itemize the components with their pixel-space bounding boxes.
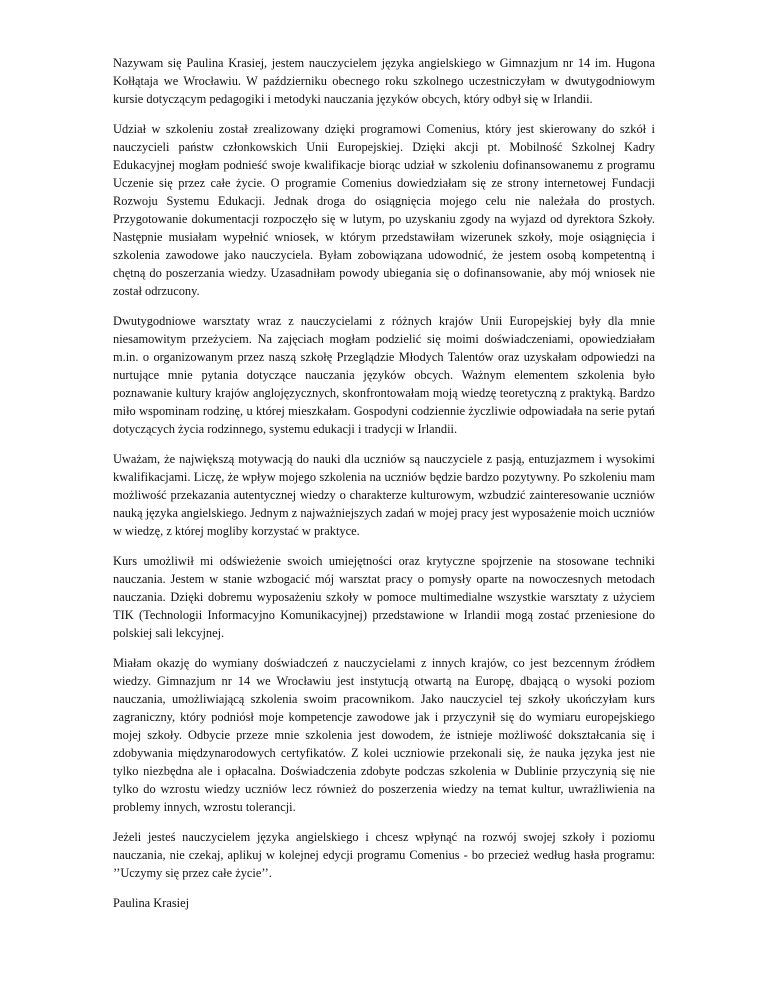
paragraph-workshops: Dwutygodniowe warsztaty wraz z nauczycielami z różnych krajów Unii Europejskiej były dla mnie niesamowitym przeżyciem. Na zajęciach mogłam podzielić się moimi doświadczeniami, opowiedziałam m.in. o organizowanym przez naszą szkołę Przeglądzie Młodych Talentów oraz uzyskałam odpowiedzi na nurtujące mnie pytania dotyczące nauczania języków obcych. Ważnym elementem szkolenia było poznawanie kultury krajów anglojęzycznych, skonfrontowałam moją wiedzę teoretyczną z praktyką. Bardzo miło wspominam rodzinę, u której mieszkałam. Gospodyni codziennie życzliwie odpowiadała na serie pytań dotyczących życia rodzinnego, systemu edukacji i tradycji w Irlandii. bbox=[113, 314, 655, 436]
paragraph-motivation: Uważam, że największą motywacją do nauki dla uczniów są nauczyciele z pasją, entuzjazmem i wysokimi kwalifikacjami. Liczę, że wpływ mojego szkolenia na uczniów będzie bardzo pozytywny. Po szkoleniu mam możliwość przekazania autentycznej wiedzy o charakterze kulturowym, wzbudzić zainteresowanie uczniów nauką języka angielskiego. Jednym z najważniejszych zadań w mojej pracy jest wyposażenie moich uczniów w wiedzę, z której mogliby korzystać w praktyce. bbox=[113, 452, 655, 538]
paragraph-invitation: Jeżeli jesteś nauczycielem języka angielskiego i chcesz wpłynąć na rozwój swojej szkoły i poziomu nauczania, nie czekaj, aplikuj w kolejnej edycji programu Comenius - bo przecież według hasła programu: ’’Uczymy się przez całe życie’’. bbox=[113, 830, 655, 880]
paragraph-experience-exchange: Miałam okazję do wymiany doświadczeń z nauczycielami z innych krajów, co jest bezcennym źródłem wiedzy. Gimnazjum nr 14 we Wrocławiu jest instytucją otwartą na Europę, dbającą o wysoki poziom nauczania, umożliwiającą szkolenia swoim pracownikom. Jako nauczyciel tej szkoły ukończyłam kurs zagraniczny, który podniósł moje kompetencje zawodowe jak i przyczynił się do wymiaru europejskiego mojej szkoły. Odbycie przeze mnie szkolenia jest dowodem, że istnieje możliwość dokształcania się i zdobywania międzynarodowych certyfikatów. Z kolei uczniowie przekonali się, że nauka języka jest nie tylko niezbędna ale i opłacalna. Doświadczenia zdobyte podczas szkolenia w Dublinie przyczynią się nie tylko do wzrostu wiedzy uczniów lecz również do poszerzenia wiedzy na temat kultur, uwrażliwienia na problemy innych, wzrostu tolerancji. bbox=[113, 656, 655, 814]
paragraph-comenius-program: Udział w szkoleniu został zrealizowany dzięki programowi Comenius, który jest skierowany do szkół i nauczycieli państw członkowskich Unii Europejskiej. Dzięki akcji pt. Mobilność Szkolnej Kadry Edukacyjnej mogłam podnieść swoje kwalifikacje biorąc udział w szkoleniu dofinansowanemu z programu Uczenie się przez całe życie. O programie Comenius dowiedziałam się ze strony internetowej Fundacji Rozwoju Systemu Edukacji. Jednak droga do osiągnięcia mojego celu nie należała do prostych. Przygotowanie dokumentacji rozpoczęło się w lutym, po uzyskaniu zgody na wyjazd od dyrektora Szkoły. Następnie musiałam wypełnić wniosek, w którym przedstawiłam wizerunek szkoły, moje osiągnięcia i szkolenia zawodowe jako nauczyciela. Byłam zobowiązana udowodnić, że jestem osobą kompetentną i chętną do poszerzania wiedzy. Uzasadniłam powody ubiegania się o dofinansowanie, aby mój wniosek nie został odrzucony. bbox=[113, 122, 655, 298]
paragraph-introduction: Nazywam się Paulina Krasiej, jestem nauczycielem języka angielskiego w Gimnazjum nr 14 im. Hugona Kołłątaja we Wrocławiu. W październiku obecnego roku szkolnego uczestniczyłam w dwutygodniowym kursie dotyczącym pedagogiki i metodyki nauczania języków obcych, który odbył się w Irlandii. bbox=[113, 56, 655, 106]
paragraph-course-benefits: Kurs umożliwił mi odświeżenie swoich umiejętności oraz krytyczne spojrzenie na stosowane techniki nauczania. Jestem w stanie wzbogacić mój warsztat pracy o pomysły oparte na nowoczesnych metodach nauczania. Dzięki dobremu wyposażeniu szkoły w pomoce multimedialne wszystkie warsztaty z użyciem TIK (Technologii Informacyjno Komunikacyjnej) przedstawione w Irlandii mogą zostać przeniesione do polskiej sali lekcyjnej. bbox=[113, 554, 655, 640]
signature: Paulina Krasiej bbox=[113, 896, 190, 910]
